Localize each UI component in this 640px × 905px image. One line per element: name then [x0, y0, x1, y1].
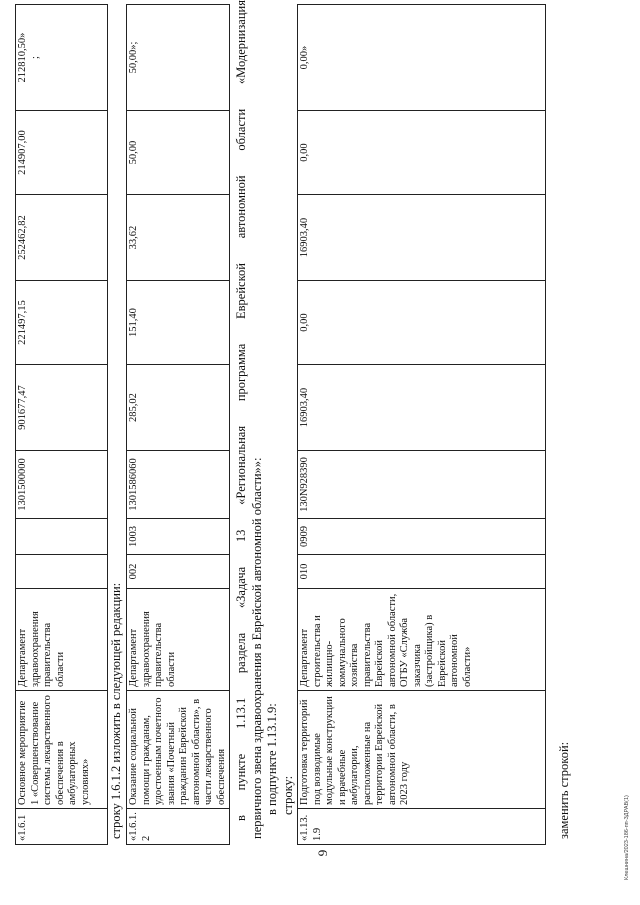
instruction-5: заменить строкой: — [557, 741, 571, 839]
table-segment-2 — [126, 5, 230, 845]
program-table-3 — [297, 4, 546, 845]
row-year-1: 221497,15 — [16, 281, 108, 365]
row-year-3: 0,00 — [298, 111, 546, 195]
row-year-2: 252462,82 — [16, 195, 108, 281]
row-year-4 — [16, 5, 108, 111]
row-rzpr — [16, 519, 108, 555]
row-grbs: 002 — [127, 555, 230, 589]
table-row — [298, 5, 546, 845]
row-year-3: 50,00 — [127, 111, 230, 195]
row-year-4-value: 212810,50» — [17, 32, 28, 83]
instruction-1: строку 1.6.1.2 изложить в следующей редакции: — [109, 582, 123, 839]
row-year-4: 0,00» — [298, 5, 546, 111]
table-row — [127, 5, 230, 845]
row-rzpr: 0909 — [298, 519, 546, 555]
table-segment-3 — [297, 5, 547, 845]
program-table-2 — [126, 4, 230, 845]
row-year-1: 0,00 — [298, 281, 546, 365]
row-year-2: 33,62 — [127, 195, 230, 281]
row-executor: Департамент здравоохранения правительства области — [16, 589, 108, 691]
document-watermark: Клешнина/2023-186-пп-ЗДРАВ(1) — [624, 795, 630, 880]
row-name: Основное мероприятие 1 «Совершенствование системы лекарственного обеспечения в амбулаторных условиях» — [16, 691, 108, 809]
instruction-2-line-2: первичного звена здравоохранения в Еврейской автономной области»»: — [250, 457, 264, 839]
row-year-1: 151,40 — [127, 281, 230, 365]
row-total: 901677,47 — [16, 365, 108, 451]
row-csr: 1301586060 — [127, 451, 230, 519]
page-number: 9 — [315, 849, 330, 857]
row-csr: 1301500000 — [16, 451, 108, 519]
row-name: Оказание социальной помощи гражданам, удостоенным почетного звания «Почетный гражданин Еврейской автономной области», в части лекарственного обеспечения — [127, 691, 230, 809]
table-row — [16, 5, 108, 845]
row-name: Подготовка территорий под возводимые модульные конструкции и врачебные амбулатории, расположенные на территории Еврейской автономной области, в 2023 году — [298, 691, 546, 809]
instruction-2-line-1: в пункте 1.13.1 раздела «Задача 13 «Региональная программа Еврейской автономной области «Модернизация — [234, 0, 248, 821]
row-total: 16903,40 — [298, 365, 546, 451]
row-year-3: 214907,00 — [16, 111, 108, 195]
row-csr: 130N928390 — [298, 451, 546, 519]
row-grbs: 010 — [298, 555, 546, 589]
row-year-4: 50,00»; — [127, 5, 230, 111]
instruction-4: строку: — [281, 775, 295, 815]
row-executor: Департамент строительства и жилищно-коммунального хозяйства правительства Еврейской автономной области, ОГБУ «Служба заказчика (застройщика) в Еврейской автономной области» — [298, 589, 546, 691]
row-year-4-punct: ; — [29, 56, 41, 59]
program-table-1 — [15, 4, 108, 845]
instruction-3: в подпункте 1.13.1.9: — [265, 703, 279, 815]
row-grbs — [16, 555, 108, 589]
row-code: «1.6.1 — [16, 809, 108, 845]
document-content — [15, 0, 625, 845]
row-code: «1.13.1.9 — [298, 809, 546, 845]
row-total: 285,02 — [127, 365, 230, 451]
row-executor: Департамент здравоохранения правительства области — [127, 589, 230, 691]
row-rzpr: 1003 — [127, 519, 230, 555]
row-year-2: 16903,40 — [298, 195, 546, 281]
table-segment-1 — [15, 5, 109, 845]
row-code: «1.6.1.2 — [127, 809, 230, 845]
